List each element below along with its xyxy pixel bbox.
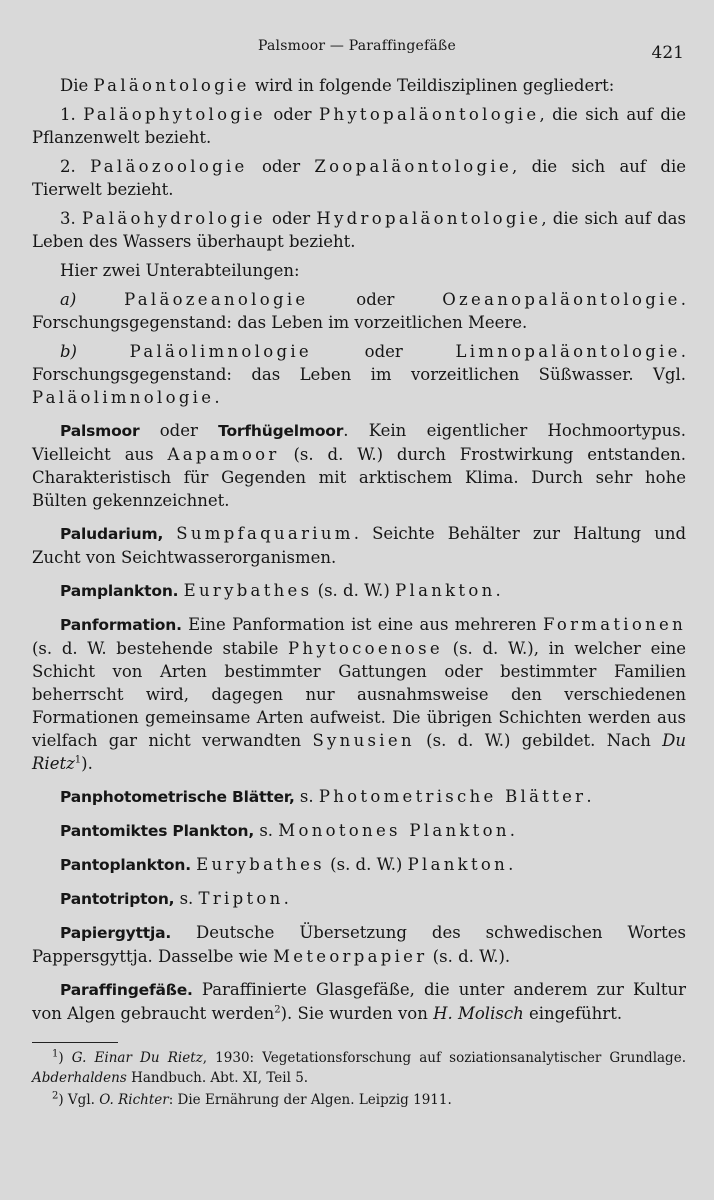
page-number: 421 bbox=[651, 43, 684, 63]
text-run: oder bbox=[308, 290, 443, 309]
entry-panformation bbox=[32, 613, 686, 775]
text-run: . Seichte Behälter zur Haltung und Zucht von Seichtwasserorganismen. bbox=[32, 524, 687, 567]
text-run: s. bbox=[294, 787, 319, 806]
entry-headword: Pantotripton, bbox=[60, 890, 175, 908]
text-run: . bbox=[586, 787, 592, 806]
text-run: ) bbox=[58, 1050, 72, 1066]
text-run: . bbox=[509, 821, 516, 840]
text-run: oder bbox=[139, 421, 219, 440]
entry-headword: Paraffingefäße. bbox=[60, 981, 193, 999]
text-run: , 1930: Vegetationsforschung auf soziationsanalytischer Grundlage. bbox=[202, 1050, 686, 1066]
spaced-term: Paläontologie bbox=[93, 76, 250, 95]
spaced-term: Paläozeanologie bbox=[124, 290, 309, 309]
footnote-number: 1 bbox=[52, 1048, 59, 1060]
text-run: oder bbox=[247, 157, 315, 176]
text-run: wird in folgende Teildisziplinen gegliedert: bbox=[249, 76, 615, 95]
intro-paragraph bbox=[32, 74, 686, 97]
text-run: oder bbox=[265, 209, 317, 228]
text-run: Handbuch. Abt. XI, Teil 5. bbox=[126, 1070, 309, 1086]
cross-reference: Eurybathes bbox=[183, 581, 313, 600]
list-item bbox=[32, 103, 686, 149]
spaced-term: Phytopaläontologie bbox=[318, 105, 540, 124]
sub-label: b) bbox=[60, 342, 130, 361]
spaced-term: Paläolimnologie bbox=[32, 388, 215, 407]
entry-headword: Torfhügelmoor bbox=[218, 422, 344, 440]
text-run: Deutsche Übersetzung des schwedischen Wortes Pappersgyttja. Dasselbe wie bbox=[32, 923, 686, 966]
entry-headword: Pantomiktes Plankton, bbox=[60, 822, 255, 840]
text-run: , die sich auf die Tierwelt bezieht. bbox=[32, 157, 686, 199]
entry-headword: Panphotometrische Blätter, bbox=[60, 788, 295, 806]
cross-reference: Sumpfaquarium bbox=[176, 524, 354, 543]
spaced-term: Hydropaläontologie bbox=[316, 209, 542, 228]
spaced-term: Paläolimnologie bbox=[129, 342, 312, 361]
text-run: . bbox=[495, 581, 501, 600]
cross-reference: Eurybathes bbox=[196, 855, 325, 874]
entry-headword: Pamplankton. bbox=[60, 582, 179, 600]
author-name: H. Molisch bbox=[433, 1004, 524, 1023]
text-run: (s. d. W. bestehende stabile bbox=[32, 639, 289, 658]
cross-reference: Plankton bbox=[395, 581, 496, 600]
entry-pamplankton bbox=[32, 579, 686, 603]
list-number: 3. bbox=[60, 209, 82, 228]
running-title: Palsmoor — Paraffingefäße bbox=[258, 38, 456, 54]
text-run: oder bbox=[311, 342, 456, 361]
text-run: s. bbox=[254, 821, 279, 840]
entry-pantomiktes-plankton bbox=[32, 819, 686, 843]
text-run: . bbox=[283, 889, 289, 908]
entry-headword: Pantoplankton. bbox=[60, 856, 191, 874]
author-name: G. Einar Du Rietz bbox=[71, 1050, 203, 1066]
cross-reference: Monotones Plankton bbox=[278, 821, 510, 840]
entry-pantotripton bbox=[32, 887, 686, 911]
text-run: Die bbox=[60, 76, 94, 95]
cross-reference: Tripton bbox=[198, 889, 284, 908]
cross-reference: Aapamoor bbox=[167, 445, 280, 464]
main-text bbox=[32, 74, 686, 1031]
cross-reference: Phytocoenose bbox=[288, 639, 443, 658]
entry-headword: Papiergyttja. bbox=[60, 924, 172, 942]
list-number: 2. bbox=[60, 157, 91, 176]
cross-reference: Meteorpapier bbox=[273, 947, 428, 966]
sub-intro: Hier zwei Unterabteilungen: bbox=[60, 261, 300, 280]
entry-paludarium bbox=[32, 522, 686, 569]
text-run: . bbox=[508, 855, 514, 874]
author-name: O. Richter bbox=[99, 1092, 169, 1108]
footnote-2 bbox=[32, 1090, 686, 1110]
author-name: Du Rietz bbox=[32, 731, 686, 773]
entry-paraffingefaesse bbox=[32, 978, 686, 1025]
entry-headword: Panformation. bbox=[60, 616, 182, 634]
cross-reference: Plankton bbox=[407, 855, 509, 874]
text-run: (s. d. W.). bbox=[427, 947, 511, 966]
text-run: . Forschungsgegenstand: das Leben im vorzeitlichen Süßwasser. Vgl. bbox=[32, 342, 686, 384]
work-title: Abderhaldens bbox=[32, 1070, 127, 1086]
entry-palsmoor bbox=[32, 419, 686, 512]
spaced-term: Ozeanopaläontologie bbox=[442, 290, 681, 309]
text-run: ). Sie wurden von bbox=[280, 1004, 434, 1023]
sub-item-b bbox=[32, 340, 686, 409]
text-run: . Forschungsgegenstand: das Leben im vorzeitlichen Meere. bbox=[32, 290, 686, 332]
text-run: . Kein eigentlicher Hochmoortypus. Vielleicht aus bbox=[32, 421, 686, 464]
list-item bbox=[32, 207, 686, 253]
text-run: : Die Ernährung der Algen. Leipzig 1911. bbox=[168, 1092, 452, 1108]
text-run: s. bbox=[174, 889, 199, 908]
text-run: . bbox=[214, 388, 220, 407]
cross-reference: Photometrische Blätter bbox=[318, 787, 587, 806]
footnote-1 bbox=[32, 1048, 686, 1088]
text-run bbox=[163, 524, 176, 543]
text-run: ). bbox=[81, 754, 93, 773]
text-run: , die sich auf die Pflanzenwelt bezieht. bbox=[32, 105, 686, 147]
text-run: oder bbox=[265, 105, 319, 124]
list-number: 1. bbox=[60, 105, 84, 124]
spaced-term: Paläophytologie bbox=[83, 105, 266, 124]
text-run: Eine Panformation ist eine aus mehreren bbox=[181, 615, 543, 634]
text-run: Paraffinierte Glasgefäße, die unter anderem zur Kultur von Algen gebraucht werden bbox=[32, 980, 686, 1023]
sub-label: a) bbox=[60, 290, 125, 309]
spaced-term: Paläozoologie bbox=[90, 157, 248, 176]
text-run: , die sich auf das Leben des Wassers überhaupt bezieht. bbox=[32, 209, 686, 251]
text-run: (s. d. W.) gebildet. Nach bbox=[414, 731, 663, 750]
spaced-term: Limnopaläontologie bbox=[455, 342, 681, 361]
sub-item-a bbox=[32, 288, 686, 334]
entry-papiergyttja bbox=[32, 921, 686, 968]
entry-headword: Paludarium, bbox=[60, 525, 164, 543]
cross-reference: Formationen bbox=[542, 615, 686, 634]
text-run: (s. d. W.), in welcher eine Schicht von Arten bestimmter Gattungen oder bestimmter Familien beherrscht wird, dagegen nur ausnahmsweise den verschiedenen Formationen gemeinsame Arten aufweist. Die übrigen Schichten werden aus vielfach gar nicht verwandten bbox=[32, 639, 687, 750]
entry-headword: Palsmoor bbox=[60, 422, 140, 440]
entry-pantoplankton bbox=[32, 853, 686, 877]
entry-panphotometrische-blaetter bbox=[32, 785, 686, 809]
footnote-divider bbox=[32, 1042, 118, 1043]
text-run: (s. d. W.) durch Frostwirkung entstanden. Charakteristisch für Gegenden mit arktischem Klima. Durch sehr hohe Bülten gekennzeichnet. bbox=[32, 445, 686, 510]
text-run: (s. d. W.) bbox=[312, 581, 396, 600]
footnote-marker[interactable]: 2 bbox=[274, 1004, 281, 1016]
list-item bbox=[32, 155, 686, 201]
cross-reference: Synusien bbox=[312, 731, 415, 750]
footnotes bbox=[32, 1048, 686, 1112]
footnote-marker[interactable]: 1 bbox=[74, 754, 82, 766]
spaced-term: Paläohydrologie bbox=[81, 209, 266, 228]
text-run: ) Vgl. bbox=[58, 1092, 100, 1108]
text-run: eingeführt. bbox=[523, 1004, 623, 1023]
text-run: (s. d. W.) bbox=[324, 855, 408, 874]
footnote-number: 2 bbox=[52, 1090, 59, 1102]
spaced-term: Zoopaläontologie bbox=[314, 157, 513, 176]
